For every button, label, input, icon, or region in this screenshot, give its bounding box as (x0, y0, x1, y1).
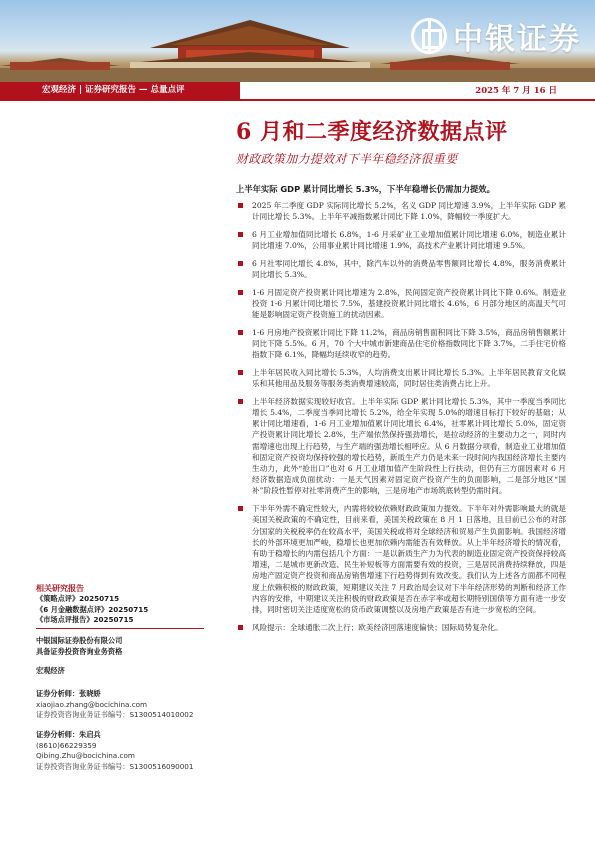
analyst-email[interactable]: Qibing.Zhu@bocichina.com (36, 751, 135, 760)
key-point-text: 下半年外需不确定性较大，内需将较较依赖财政政策加力提效。下半年对外需影响最大的就是美国关税政策的不确定性，目前来看，美国关税政策在 8 月 1 日落地，且目前已公布的对部分国家的关税税率仍在较高水平，美国关税或将对全球经济和贸易产生负面影响。我国经济增长的外部环境更加严峻，稳增长也更加依赖内需能否有效释放。从上半年经济增长的情况看，有助于稳增长的内需包括几个方面：一是以新质生产力为代表的制造业固定资产投资保持较高增速，二是城市更新改造、民生补短板等方面需要有效的投资，三是居民消费持续释放，四是房地产固定资产投资和商品房销售增速下行趋势得到有效改变。我们认为上述各方面都不同程度上依赖积极的财政政策，短期建议关注 7 月政治局会议对下半年经济形势的判断和经济工作内容的安排，中期建议关注积极的财政政策是否在赤字率或超长期特别国债等方面有进一步安排，同时密切关注适度宽松的货币政策调整以及房地产政策是否有进一步宽松的空间。 (252, 504, 566, 614)
related-reports-heading: 相关研究报告 (36, 584, 84, 593)
related-report-item[interactable]: 《市场点评报告》20250715 (36, 615, 134, 624)
key-point (236, 396, 566, 497)
report-section-label (36, 666, 206, 677)
bullet-square-icon (238, 330, 243, 335)
key-point (236, 200, 566, 222)
key-point (236, 622, 566, 633)
brand-name: 中银证券 (453, 22, 581, 57)
key-point (236, 367, 566, 389)
brand-logo (411, 14, 581, 58)
key-point-text: 6 月工业增加值同比增长 6.8%，1-6 月采矿业工业增加值累计同比增速 6.0%，制造业累计同比增速 7.0%，公用事业累计同比增速 1.9%，高技术产业累计同比增速 9.5%。 (252, 229, 566, 251)
key-point (236, 503, 566, 615)
bullet-square-icon (238, 203, 243, 208)
bullet-square-icon (238, 261, 243, 266)
bullet-square-icon (238, 232, 243, 237)
analyst-phone: (8610)66229359 (36, 740, 97, 750)
header-banner (0, 0, 595, 82)
bullet-square-icon (238, 506, 243, 511)
sidebar-divider (36, 628, 204, 629)
key-point-text: 1-6 月固定资产投资累计同比增速为 2.8%，民间固定资产投资累计同比下降 0.6%。制造业投资 1-6 月累计同比增长 7.5%，基建投资累计同比增长 4.6%，6 月部分地区的高温天气可能是影响固定资产投资施工的扰动因素。 (252, 287, 566, 320)
company-name: 中银国际证券股份有限公司 (36, 636, 123, 645)
related-reports (36, 583, 206, 626)
key-points-list (236, 200, 566, 639)
key-point (236, 258, 566, 280)
report-topbar (0, 82, 595, 101)
key-point (236, 287, 566, 321)
key-point-text: 2025 年二季度 GDP 实际同比增长 5.2%，名义 GDP 同比增速 3.9%，上半年实际 GDP 累计同比增长 5.3%。上半年平减指数累计同比下降 1.0%，降幅较一季度扩大。 (252, 201, 566, 222)
report-date: 2025 年 7 月 16 日 (475, 86, 557, 96)
bullet-square-icon (238, 625, 243, 630)
key-point-text: 1-6 月房地产投资累计同比下降 11.2%，商品房销售面积同比下降 3.5%，商品房销售额累计同比下降 5.5%。6 月，70 个大中城市新建商品住宅价格指数同比下降 3.7%，二手住宅价格指数下降 6.1%，降幅均延续收窄的趋势。 (252, 327, 566, 360)
company-info (36, 636, 206, 657)
analyst-cert: 证券投资咨询业务证书编号：S1300516090001 (36, 761, 194, 771)
key-point-text: 风险提示：全球通胀二次上行；欧美经济回落速度偏快；国际局势复杂化。 (252, 622, 503, 632)
analyst-email[interactable]: xiaojiao.zhang@bocichina.com (36, 699, 148, 709)
boc-logo-icon (411, 18, 447, 54)
page-subtitle: 财政政策加力提效对下半年稳经济很重要 (236, 152, 458, 166)
bullet-square-icon (238, 399, 243, 404)
bullet-square-icon (238, 370, 243, 375)
report-category: 宏观经济 | 证券研究报告 — 总量点评 (0, 82, 240, 99)
page-title: 6 月和二季度经济数据点评 (236, 119, 508, 145)
related-report-item[interactable]: 《6 月金融数据点评》20250715 (36, 604, 149, 614)
company-qualification: 具备证券投资咨询业务资格 (36, 646, 123, 656)
key-point-text: 上半年经济数据实现较好收官。上半年实际 GDP 累计同比增长 5.3%，其中一季度当季同比增长 5.4%，二季度当季同比增长 5.2%，给全年实现 5.0%的增速目标打下较好的基础；从累计同比增速看，1-6 月工业增加值累计同比增长 6.4%，社零累计同比增长 5.0%，固定资产投资累计同比增长 2.8%，生产端依然保持强劲增长，是拉动经济的主要动力之一，同时内需增速也出现上行趋势，与生产端的强劲增长相呼应。从 6 月数据分项看，制造业工业增加值和固定资产投资均保持较强的增长趋势，新质生产力仍是未来一段时间内我国经济增长主要内生动力，此外“抢出口”也对 6 月工业增加值产生阶段性上行扶动，但仍有三方面因素对 6 月经济数据造成负面扰动：一是天气因素对固定资产投资产生的负面影响，二是部分地区“国补”阶段性暂停对社零消费产生的影响，三是房地产市场筑底转型仍需时间。 (252, 396, 566, 496)
analyst-1 (36, 689, 206, 721)
sidebar-category: 宏观经济 (36, 666, 65, 675)
lead-summary: 上半年实际 GDP 累计同比增长 5.3%，下半年稳增长仍需加力提效。 (236, 184, 495, 194)
key-point-text: 上半年居民收入同比增长 5.3%，人均消费支出累计同比增长 5.3%。上半年居民教育文化娱乐和其他用品及服务等服务类消费增速较高，同时居住类消费占比上升。 (252, 367, 566, 389)
analyst-2 (36, 730, 206, 772)
bullet-square-icon (238, 290, 243, 295)
key-point-text: 6 月社零同比增长 4.8%，其中，除汽车以外的消费品零售额同比增长 4.8%，服务消费累计同比增长 5.3%。 (252, 258, 566, 280)
analyst-name: 证券分析师：张晓娇 (36, 689, 101, 698)
analyst-cert: 证券投资咨询业务证书编号：S1300514010002 (36, 710, 194, 719)
key-point (236, 327, 566, 361)
analyst-name: 证券分析师：朱启兵 (36, 730, 101, 739)
related-report-item[interactable]: 《策略点评》20250715 (36, 594, 120, 603)
key-point (236, 229, 566, 251)
